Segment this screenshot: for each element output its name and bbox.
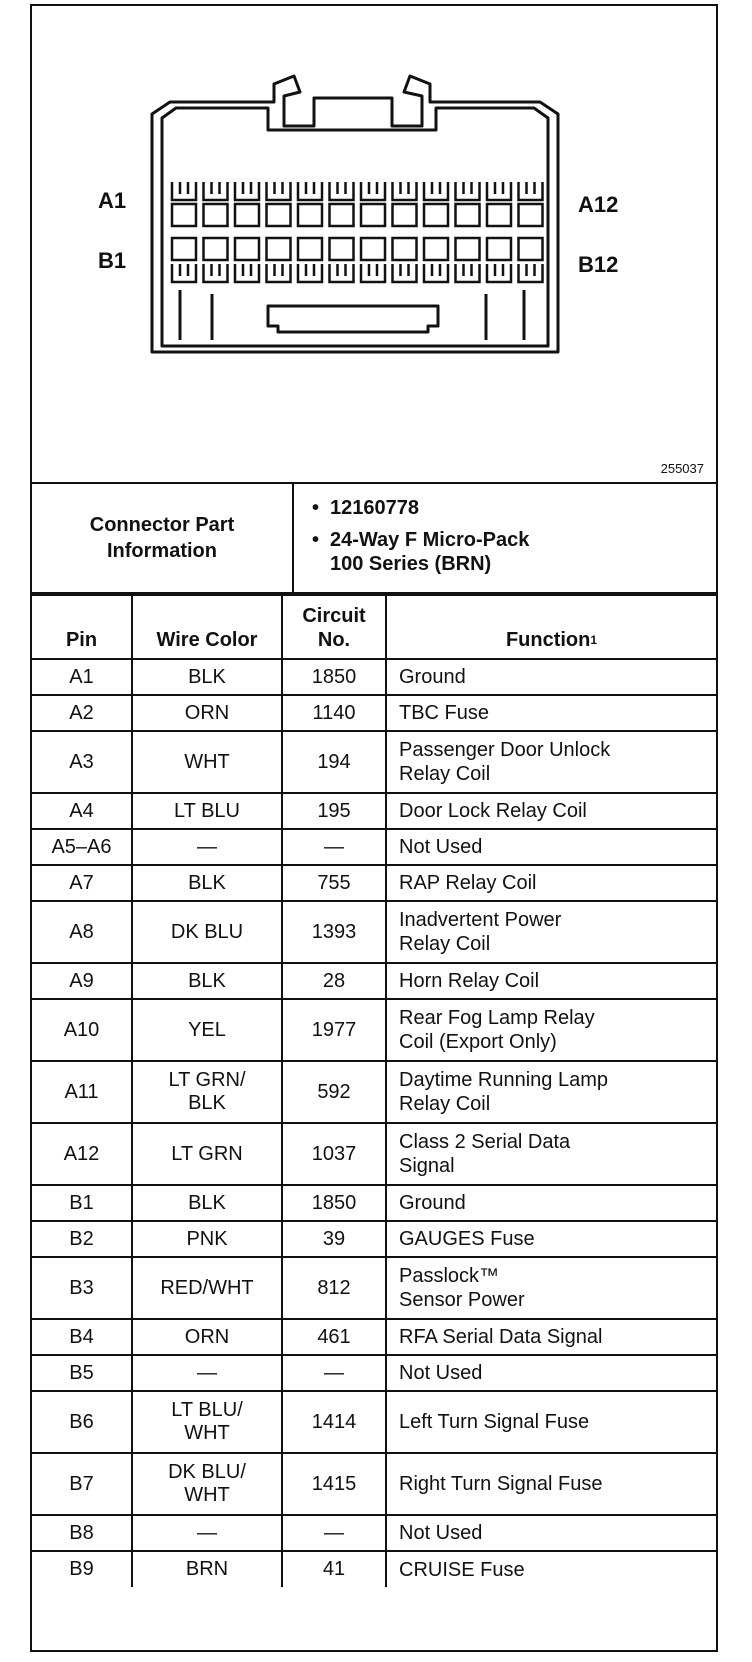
function-line: Rear Fog Lamp Relay [399,1007,595,1029]
function-cell [386,793,716,829]
wire-color-line: WHT [184,1422,230,1444]
wire-color-line: ORN [184,701,230,724]
table-header-row [32,595,716,659]
function-line: Not Used [399,836,483,858]
circuit-cell: 592 [282,1061,386,1123]
table-row [32,1123,716,1185]
wire-color-cell [132,865,282,901]
function-cell [386,1061,716,1123]
b-row-latch [424,264,448,282]
table-row [32,1551,716,1587]
function-line: Relay Coil [399,763,491,785]
b-row-cavity [235,238,259,260]
function-cell [386,1453,716,1515]
function-line: Daytime Running Lamp [399,1069,608,1091]
a-row-cavity [456,204,480,226]
function-line: Relay Coil [399,1093,491,1115]
circuit-cell: 1140 [282,695,386,731]
a-row-latch [487,182,511,200]
wire-color-cell [132,1551,282,1587]
wire-color-cell [132,1221,282,1257]
b-row-cavity [393,238,417,260]
table-row [32,1453,716,1515]
wire-color-line: — [197,1361,217,1384]
info-heading [32,484,294,592]
function-line: Passenger Door Unlock [399,739,611,761]
wire-color-line: LT BLU/ [171,1399,243,1421]
wire-color-cell [132,1515,282,1551]
function-cell [386,1221,716,1257]
b-row-cavity [204,238,228,260]
a-row-latch [424,182,448,200]
circuit-cell: 1414 [282,1391,386,1453]
function-line: Coil (Export Only) [399,1031,557,1053]
b-row-latch [487,264,511,282]
wire-color-line: RED/WHT [160,1276,254,1299]
circuit-cell: 194 [282,731,386,793]
pin-cell: A11 [32,1061,132,1123]
pin-label-b12: B12 [578,252,619,277]
header-wire-color: Wire Color [132,595,282,659]
wire-color-cell [132,1355,282,1391]
pin-cell: A4 [32,793,132,829]
function-cell [386,1391,716,1453]
b-row-latch [393,264,417,282]
wire-color-cell [132,731,282,793]
pinout-table-body [32,659,716,1587]
pin-label-a12: A12 [578,192,619,217]
b-row-latch [298,264,322,282]
a-row-cavity [393,204,417,226]
circuit-cell: — [282,1355,386,1391]
function-line: Passlock™ [399,1265,500,1287]
pin-label-a1: A1 [98,188,127,213]
circuit-cell: 41 [282,1551,386,1587]
wire-color-line: BLK [188,1191,226,1214]
header-circuit-line2: No. [317,629,351,651]
function-line: Door Lock Relay Coil [399,800,587,822]
table-row [32,1319,716,1355]
a-row-latch [204,182,228,200]
function-cell [386,963,716,999]
function-line: Sensor Power [399,1289,525,1311]
circuit-cell: 1977 [282,999,386,1061]
function-cell [386,1185,716,1221]
part-number-text: 12160778 [330,497,419,519]
connector-part-info [32,484,716,594]
function-line: Right Turn Signal Fuse [399,1473,603,1495]
function-line: RAP Relay Coil [399,872,537,894]
header-pin: Pin [32,595,132,659]
circuit-cell: 28 [282,963,386,999]
b-row-latch [361,264,385,282]
circuit-cell: 1037 [282,1123,386,1185]
table-row [32,1061,716,1123]
pin-cell: A5–A6 [32,829,132,865]
wire-color-line: — [197,1521,217,1544]
part-description-line1: • 24-Way F Micro-Pack [330,529,530,551]
a-row-cavity [487,204,511,226]
wire-color-cell [132,829,282,865]
function-line: Ground [399,1192,466,1214]
table-row [32,1391,716,1453]
info-heading-line1: Connector Part [89,514,235,536]
circuit-cell: 461 [282,1319,386,1355]
a-row-latch [361,182,385,200]
circuit-cell: 1850 [282,659,386,695]
b-row-latch [235,264,259,282]
b-row-cavity [172,238,196,260]
pin-cell: A9 [32,963,132,999]
a-row-latch [235,182,259,200]
function-line: Not Used [399,1522,483,1544]
wire-color-cell [132,999,282,1061]
table-row [32,829,716,865]
wire-color-cell [132,1257,282,1319]
wire-color-line: BLK [188,1092,226,1114]
b-row-cavity [424,238,448,260]
part-description-line2: 100 Series (BRN) [330,553,492,575]
wire-color-cell [132,1185,282,1221]
part-description [330,528,716,576]
function-line: Ground [399,666,466,688]
pin-cell: A2 [32,695,132,731]
circuit-cell: 195 [282,793,386,829]
function-cell [386,659,716,695]
a-row-cavity [204,204,228,226]
function-line: Not Used [399,1362,483,1384]
circuit-cell: 1415 [282,1453,386,1515]
circuit-cell: 1393 [282,901,386,963]
a-row-cavity [330,204,354,226]
connector-sheet [30,4,718,1652]
part-number [330,496,716,520]
function-cell [386,695,716,731]
pin-cell: A12 [32,1123,132,1185]
table-row [32,963,716,999]
wire-color-cell [132,1123,282,1185]
table-row [32,1257,716,1319]
function-cell [386,901,716,963]
function-line: Inadvertent Power [399,909,562,931]
a-row-latch [298,182,322,200]
wire-color-line: — [197,835,217,858]
table-row [32,1221,716,1257]
b-row-cavity [298,238,322,260]
circuit-cell: — [282,1515,386,1551]
wire-color-cell [132,901,282,963]
pinout-table [32,594,716,1587]
pin-cell: A7 [32,865,132,901]
wire-color-line: LT GRN [171,1142,243,1165]
circuit-cell: 1850 [282,1185,386,1221]
function-cell [386,1551,716,1587]
a-row-latch [330,182,354,200]
info-heading-line2: Information [107,540,217,562]
wire-color-line: WHT [184,1484,230,1506]
wire-color-cell [132,963,282,999]
a-row-latch [267,182,291,200]
wire-color-line: ORN [184,1325,230,1348]
circuit-cell: 812 [282,1257,386,1319]
table-row [32,901,716,963]
table-row [32,793,716,829]
table-row [32,695,716,731]
function-cell [386,865,716,901]
b-row-latch [267,264,291,282]
pin-cell: A1 [32,659,132,695]
a-row-latch [393,182,417,200]
pin-cell: B3 [32,1257,132,1319]
b-row-cavity [487,238,511,260]
pin-cell: B6 [32,1391,132,1453]
b-row-cavity [519,238,543,260]
function-line: Class 2 Serial Data [399,1131,571,1153]
wire-color-line: BLK [188,665,226,688]
header-circuit-line1: Circuit [302,605,366,627]
wire-color-line: LT BLU [174,799,240,822]
pin-cell: B7 [32,1453,132,1515]
a-row-cavity [424,204,448,226]
connector-face-drawing [32,6,720,484]
pin-label-b1: B1 [98,248,127,273]
pin-cell: B1 [32,1185,132,1221]
table-row [32,865,716,901]
b-row-latch [330,264,354,282]
header-function [386,595,716,659]
pin-cell: B2 [32,1221,132,1257]
table-row [32,1515,716,1551]
function-line: TBC Fuse [399,702,490,724]
wire-color-line: DK BLU/ [168,1461,246,1483]
footnote-marker: 1 [590,633,598,647]
pin-cell: A10 [32,999,132,1061]
function-line: Left Turn Signal Fuse [399,1411,590,1433]
table-row [32,731,716,793]
b-row-latch [172,264,196,282]
header-circuit-no [282,595,386,659]
pin-cell: B5 [32,1355,132,1391]
a-row-cavity [361,204,385,226]
circuit-cell: — [282,829,386,865]
wire-color-line: DK BLU [170,920,244,943]
function-line: Signal [399,1155,455,1177]
header-function-text: Function [505,629,591,651]
b-row-latch [519,264,543,282]
pin-cell: B9 [32,1551,132,1587]
function-cell [386,829,716,865]
a-row-cavity [519,204,543,226]
wire-color-cell [132,1391,282,1453]
function-line: Relay Coil [399,933,491,955]
function-line: GAUGES Fuse [399,1228,535,1250]
table-row [32,659,716,695]
wire-color-cell [132,793,282,829]
a-row-cavity [267,204,291,226]
function-cell [386,1355,716,1391]
wire-color-cell [132,1453,282,1515]
figure-number: 255037 [660,461,704,476]
function-cell [386,1257,716,1319]
wire-color-cell [132,695,282,731]
pin-cell: B4 [32,1319,132,1355]
wire-color-cell [132,1061,282,1123]
a-row-cavity [235,204,259,226]
a-row-cavity [298,204,322,226]
circuit-cell: 39 [282,1221,386,1257]
function-cell [386,999,716,1061]
b-row-latch [204,264,228,282]
function-cell [386,1319,716,1355]
function-line: RFA Serial Data Signal [399,1326,603,1348]
wire-color-line: WHT [184,750,230,773]
circuit-cell: 755 [282,865,386,901]
a-row-cavity [172,204,196,226]
a-row-latch [456,182,480,200]
wire-color-line: YEL [188,1018,226,1041]
table-row [32,1355,716,1391]
pin-cell: A3 [32,731,132,793]
function-cell [386,1123,716,1185]
pin-cell: A8 [32,901,132,963]
function-line: Horn Relay Coil [399,970,540,992]
wire-color-line: BRN [185,1558,229,1580]
b-row-latch [456,264,480,282]
table-row [32,1185,716,1221]
info-details [294,484,716,592]
function-cell [386,1515,716,1551]
b-row-cavity [361,238,385,260]
wire-color-line: BLK [188,871,226,894]
connector-diagram [32,6,716,484]
wire-color-line: BLK [188,969,226,992]
table-row [32,999,716,1061]
function-cell [386,731,716,793]
wire-color-line: PNK [186,1227,228,1250]
wire-color-cell [132,1319,282,1355]
pin-cell: B8 [32,1515,132,1551]
a-row-latch [172,182,196,200]
a-row-latch [519,182,543,200]
function-line: CRUISE Fuse [399,1558,525,1581]
b-row-cavity [330,238,354,260]
wire-color-line: LT GRN/ [168,1069,246,1091]
b-row-cavity [267,238,291,260]
b-row-cavity [456,238,480,260]
wire-color-cell [132,659,282,695]
